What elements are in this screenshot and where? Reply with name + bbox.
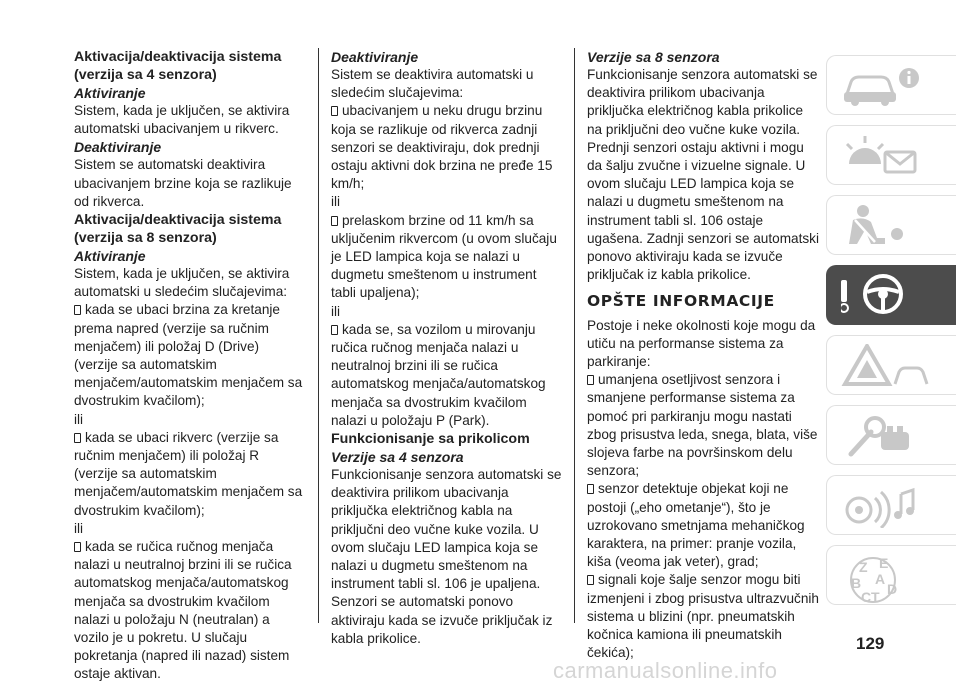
heading-trailer: Funkcionisanje sa prikolicom xyxy=(331,431,530,448)
tab-car-info[interactable] xyxy=(826,55,956,115)
section-title: OPŠTE INFORMACIJE xyxy=(587,292,775,311)
column-1 xyxy=(74,48,306,684)
tab-seat-safety[interactable] xyxy=(826,195,956,255)
tab-emergency[interactable] xyxy=(826,335,956,395)
subheading-deactivation: Deaktiviranje xyxy=(74,139,162,156)
subheading-4-sensors: Verzije sa 4 senzora xyxy=(331,449,464,466)
svg-text:A: A xyxy=(875,571,886,587)
bullet-item: kada se ubaci brzina za kretanje prema napred (verzije sa ručnim menjačem) ili položaj D (Drive) (verzije sa automatskim menjačem/automatskim menjačem sa dvostrukim kvačilom); xyxy=(74,302,303,409)
or-label: ili xyxy=(331,303,341,319)
tab-index[interactable] xyxy=(826,545,956,605)
car-info-icon xyxy=(841,64,931,108)
bullet-item: senzor detektuje objekat koji ne postoji („eho ometanje“), što je uzrokovano smetnjama mehaničkog karaktera, na primer: pranje vozila, kiša (veoma jak veter), grad; xyxy=(587,481,805,570)
svg-text:D: D xyxy=(887,581,898,597)
svg-text:Z: Z xyxy=(859,559,868,575)
tab-warning-lights[interactable] xyxy=(826,125,956,185)
paragraph: Sistem, kada je uključen, se aktivira automatski ubacivanjem u rikverc. xyxy=(74,103,290,137)
subheading-activation: Aktiviranje xyxy=(74,248,146,265)
bullet-icon xyxy=(74,305,81,315)
heading-4-sensors: Aktivacija/deaktivacija sistema (verzija sa 4 senzora) xyxy=(74,49,282,83)
bullet-item: ubacivanjem u neku drugu brzinu koja se razlikuje od rikverca zadnji senzori se deaktiviraju, dok prednji ostaju aktivni dok brzina ne pređe 15 km/h; xyxy=(331,103,553,192)
tab-maintenance[interactable] xyxy=(826,405,956,465)
emergency-triangle-icon xyxy=(841,344,931,388)
steering-wheel-key-icon xyxy=(841,274,931,318)
subheading-activation: Aktiviranje xyxy=(74,85,146,101)
column-divider xyxy=(574,48,575,623)
tab-starting-driving[interactable] xyxy=(826,265,956,325)
paragraph: Sistem, kada je uključen, se aktivira automatski u sledećim slučajevima: xyxy=(74,266,290,300)
column-3 xyxy=(587,48,819,663)
subheading-deactivation: Deaktiviranje xyxy=(331,49,419,65)
page-number: 129 xyxy=(856,634,885,653)
paragraph: Funkcionisanje senzora automatski se deaktivira prilikom ubacivanja priključka električnog kabla na priključni deo vučne kuke vozila. U ovom slučaju LED lampica koja se nalazi u dugmetu smeštenom na instrument tabli sl. 106 je upaljena. Senzori se automatski ponovo aktiviraju kada se izvuče priključak iz kabla prikolice. xyxy=(331,467,562,646)
bullet-item: kada se ručica ručnog menjača nalazi u neutralnoj brzini ili se ručica automatskog menjača/automatskog menjača sa dvostrukim kvačilom nalazi u položaju N (neutralan) a vozilo je u pokretu. U slučaju pokretanja (napred ili nazad) sistem ostaje aktivan. xyxy=(74,539,292,682)
seat-safety-icon xyxy=(841,204,931,248)
bullet-icon xyxy=(587,484,594,494)
paragraph: Funkcionisanje senzora automatski se deaktivira prilikom ubacivanja priključka električnog kabla prikolice na priključni deo vučne kuke vozila. Prednji senzori ostaju aktivni i mogu da šalju zvučne i vizuelne signale. U ovom slučaju LED lampica koja se nalazi u dugmetu smeštenom na instrument tabli sl. 106 ostaje ugašena. Zadnji senzori se automatski ponovo aktiviraju kada se izvuče priključak iz kabla prikolice. xyxy=(587,67,819,283)
warning-lights-icon xyxy=(841,134,931,178)
bullet-icon xyxy=(331,216,338,226)
maintenance-tools-icon xyxy=(841,414,931,458)
bullet-icon xyxy=(587,575,594,585)
watermark: carmanualsonline.info xyxy=(553,658,778,683)
svg-text:B: B xyxy=(851,575,862,591)
or-label: ili xyxy=(331,194,341,210)
bullet-item: umanjena osetljivost senzora i smanjene performanse sistema za pomoć pri parkiranju mogu nastati zbog prisustva leda, snega, blata, više slojeva farbe na površinskom delu senzora; xyxy=(587,372,818,479)
heading-8-sensors: Aktivacija/deaktivacija sistema (verzija sa 8 senzora) xyxy=(74,212,282,247)
subheading-8-sensors: Verzije sa 8 senzora xyxy=(587,49,720,65)
svg-text:E: E xyxy=(879,555,889,571)
bullet-item: prelaskom brzine od 11 km/h sa uključenim rikvercom (u ovom slučaju je LED lampica koja se nalazi u dugmetu smeštenom u instrument tabli upaljena); xyxy=(331,212,557,301)
bullet-icon xyxy=(74,433,81,443)
bullet-item: kada se, sa vozilom u mirovanju ručica ručnog menjača nalazi u neutralnoj brzini ili se ručica automatskog menjača/automatskog menjača sa dvostrukim kvačilom nalazi u položaju P (Park). xyxy=(331,321,546,428)
bullet-icon xyxy=(74,542,81,552)
multimedia-signal-icon xyxy=(841,484,931,528)
paragraph: Sistem se automatski deaktivira ubacivanjem brzine koja se razlikuje od rikverca. xyxy=(74,157,292,209)
bullet-item: kada se ubaci rikverc (verzije sa ručnim menjačem) ili položaj R (verzije sa automatskim menjačem/automatskim menjačem sa dvostrukim kvačilom); xyxy=(74,429,303,518)
or-label: ili xyxy=(74,520,84,536)
paragraph: Postoje i neke okolnosti koje mogu da utiču na performanse sistema za parkiranje: xyxy=(587,317,816,370)
svg-text:T: T xyxy=(871,589,880,605)
bullet-icon xyxy=(331,106,338,116)
paragraph: Sistem se deaktivira automatski u sledećim slučajevima: xyxy=(331,67,534,101)
or-label: ili xyxy=(74,411,84,427)
bullet-item: signali koje šalje senzor mogu biti izmenjeni i zbog prisustva ultrazvučnih sistema u blizini (npr. pneumatskih kočnica kamiona ili pneumatskih čekića); xyxy=(587,572,819,661)
column-divider xyxy=(318,48,319,623)
bullet-icon xyxy=(331,325,338,335)
tab-multimedia[interactable] xyxy=(826,475,956,535)
svg-text:C: C xyxy=(861,589,872,605)
bullet-icon xyxy=(587,375,594,385)
column-2 xyxy=(331,48,563,648)
alphabetical-index-icon xyxy=(841,554,931,606)
